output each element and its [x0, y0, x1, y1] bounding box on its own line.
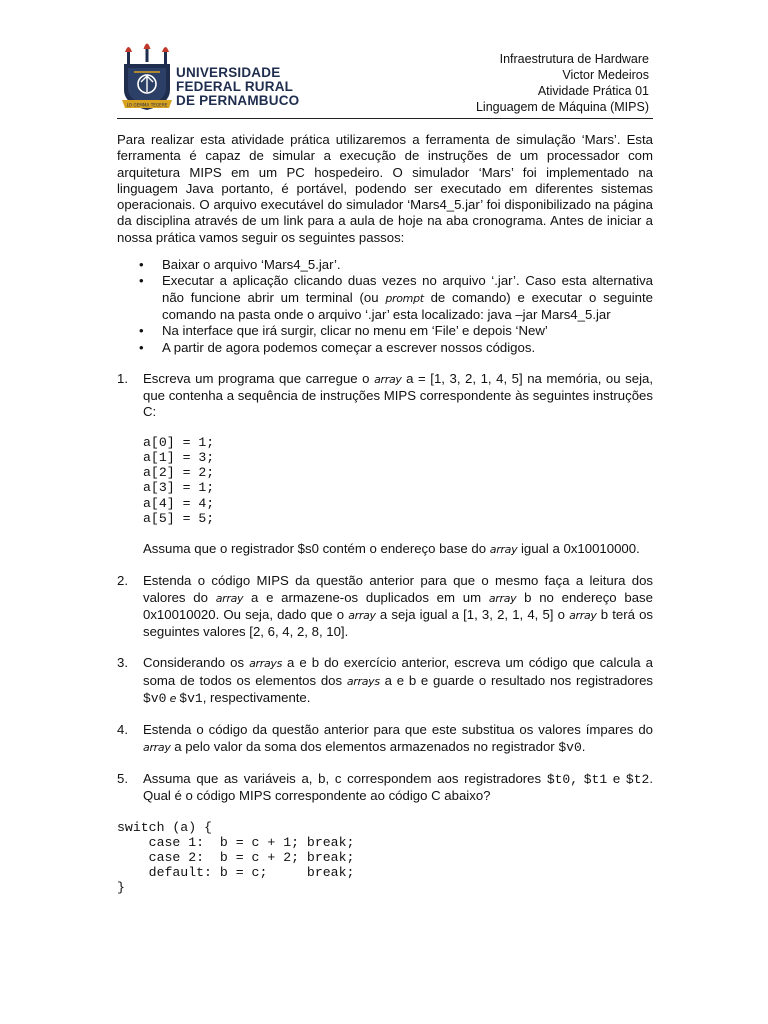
university-crest-icon	[122, 42, 172, 114]
register-name: $v0	[558, 739, 582, 755]
question-text: Assuma que o registrador $s0 contém o endereço base do	[143, 540, 490, 556]
university-logo	[118, 42, 318, 116]
step-emphasis: prompt	[385, 291, 424, 305]
list-item	[117, 257, 653, 273]
question-text: .	[581, 738, 586, 754]
university-name-line-2: FEDERAL RURAL	[176, 79, 294, 94]
bullet-icon: •	[139, 323, 144, 339]
question-text: . Qual é o código MIPS correspondente ao código C abaixo?	[143, 770, 653, 804]
register-name: $t0,	[546, 771, 579, 787]
bullet-icon: •	[139, 339, 144, 355]
svg-text:LO GEMMA TEGERE: LO GEMMA TEGERE	[126, 102, 168, 108]
register-name: $v0	[143, 691, 167, 707]
question-text: b terá os seguintes valores [2, 6, 4, 2, 8, 10].	[143, 606, 653, 640]
question-emphasis: array	[488, 591, 517, 605]
question-number: 5.	[117, 770, 128, 786]
header-info	[476, 51, 649, 115]
register-name: $v1	[179, 691, 203, 707]
question-1-note	[117, 541, 653, 558]
question-2	[117, 573, 653, 640]
step-text: Na interface que irá surgir, clicar no menu em ‘File’ e depois ‘New’	[162, 323, 548, 339]
question-number: 3.	[117, 655, 128, 671]
activity-title: Atividade Prática 01	[537, 84, 649, 98]
question-emphasis: array	[489, 542, 518, 556]
question-emphasis: arrays	[346, 674, 380, 688]
question-text: Estenda o código MIPS da questão anterior para que o mesmo faça a leitura dos valores do	[143, 573, 653, 605]
question-emphasis: array	[569, 608, 597, 622]
header-divider	[117, 118, 653, 119]
university-name	[176, 66, 299, 108]
question-emphasis: array	[215, 591, 244, 605]
code-block-switch: switch (a) { case 1: b = c + 1; break; case 2: b = c + 2; break; default: b = c; break; }	[117, 819, 355, 896]
question-text: e	[607, 770, 626, 786]
question-text: Estenda o código da questão anterior para que este substitua os valores ímpares do	[143, 722, 653, 738]
step-text: Baixar o arquivo ‘Mars4_5.jar’.	[162, 257, 341, 273]
activity-topic: Linguagem de Máquina (MIPS)	[475, 100, 649, 114]
question-3	[117, 655, 653, 707]
question-text: a = [1, 3, 2, 1, 4, 5] na memória, ou seja, que contenha a sequência de instruções MIPS correspondente às seguintes instruções C:	[143, 370, 653, 420]
question-text: , respectivamente.	[202, 690, 311, 706]
document-body	[117, 132, 653, 896]
question-text: a pelo valor da soma dos elementos armazenados no registrador	[170, 738, 559, 754]
step-text: A partir de agora podemos começar a escrever nossos códigos.	[162, 339, 536, 355]
question-5	[117, 771, 653, 805]
question-1	[117, 371, 653, 421]
step-text: de comando) e executar o seguinte comando na pasta onde o arquivo ‘.jar’ esta localizado: java –jar Mars4_5.jar	[162, 289, 653, 322]
university-name-line-1: UNIVERSIDADE	[176, 65, 281, 80]
register-name: $t2	[625, 771, 650, 787]
question-number: 2.	[117, 573, 128, 589]
steps-list	[117, 257, 653, 356]
list-item	[117, 273, 653, 323]
step-text: Executar a aplicação clicando duas vezes no arquivo ‘.jar’. Caso esta alternativa não funcione abrir um terminal (ou	[162, 273, 653, 305]
question-text: a e armazene-os duplicados em um	[243, 589, 489, 605]
question-text: a seja igual a [1, 3, 2, 1, 4, 5] o	[375, 606, 570, 622]
question-text: a e b do exercício anterior, escreva um código que calcula a soma de todos os elementos dos	[143, 655, 653, 688]
bullet-icon: •	[139, 273, 144, 289]
question-number: 4.	[117, 722, 128, 738]
question-text: Escreva um programa que carregue o	[143, 370, 375, 386]
code-block-array: a[0] = 1; a[1] = 3; a[2] = 2; a[3] = 1; a[4] = 4; a[5] = 5;	[143, 434, 215, 526]
bullet-icon: •	[139, 257, 144, 273]
question-text: igual a 0x10010000.	[517, 540, 640, 556]
list-item	[117, 340, 653, 356]
list-item	[117, 323, 653, 339]
question-text: Considerando os	[143, 655, 250, 671]
register-name: $t1	[583, 771, 608, 787]
question-text: a e b e guarde o resultado nos registradores	[379, 672, 653, 688]
question-4	[117, 722, 653, 756]
author-name: Victor Medeiros	[562, 68, 649, 82]
question-number: 1.	[117, 370, 128, 386]
question-emphasis: array	[348, 608, 376, 622]
question-text: e	[166, 692, 180, 706]
question-emphasis: array	[143, 740, 171, 754]
university-name-line-3: DE PERNAMBUCO	[176, 93, 300, 108]
question-text: Assuma que as variáveis a, b, c correspondem aos registradores	[143, 770, 547, 786]
question-emphasis: array	[374, 372, 402, 386]
course-name: Infraestrutura de Hardware	[499, 52, 649, 66]
question-emphasis: arrays	[249, 657, 283, 671]
intro-paragraph: Para realizar esta atividade prática utilizaremos a ferramenta de simulação ‘Mars’. Esta ferramenta é capaz de simular a execução de instruções de um processador com arquitetura MIPS em um PC hospedeiro. O simulador ‘Mars’ foi implementado na linguagem Java portanto, é portável, podendo ser executado em diferentes sistemas operacionais. O arquivo executável do simulador ‘Mars4_5.jar’ foi disponibilizado na página da disciplina através de um link para a aula de hoje na aba cronograma. Antes de iniciar a nossa prática vamos seguir os seguintes passos:	[117, 132, 653, 245]
question-text: b no endereço base 0x10010020. Ou seja, dado que o	[143, 589, 653, 622]
